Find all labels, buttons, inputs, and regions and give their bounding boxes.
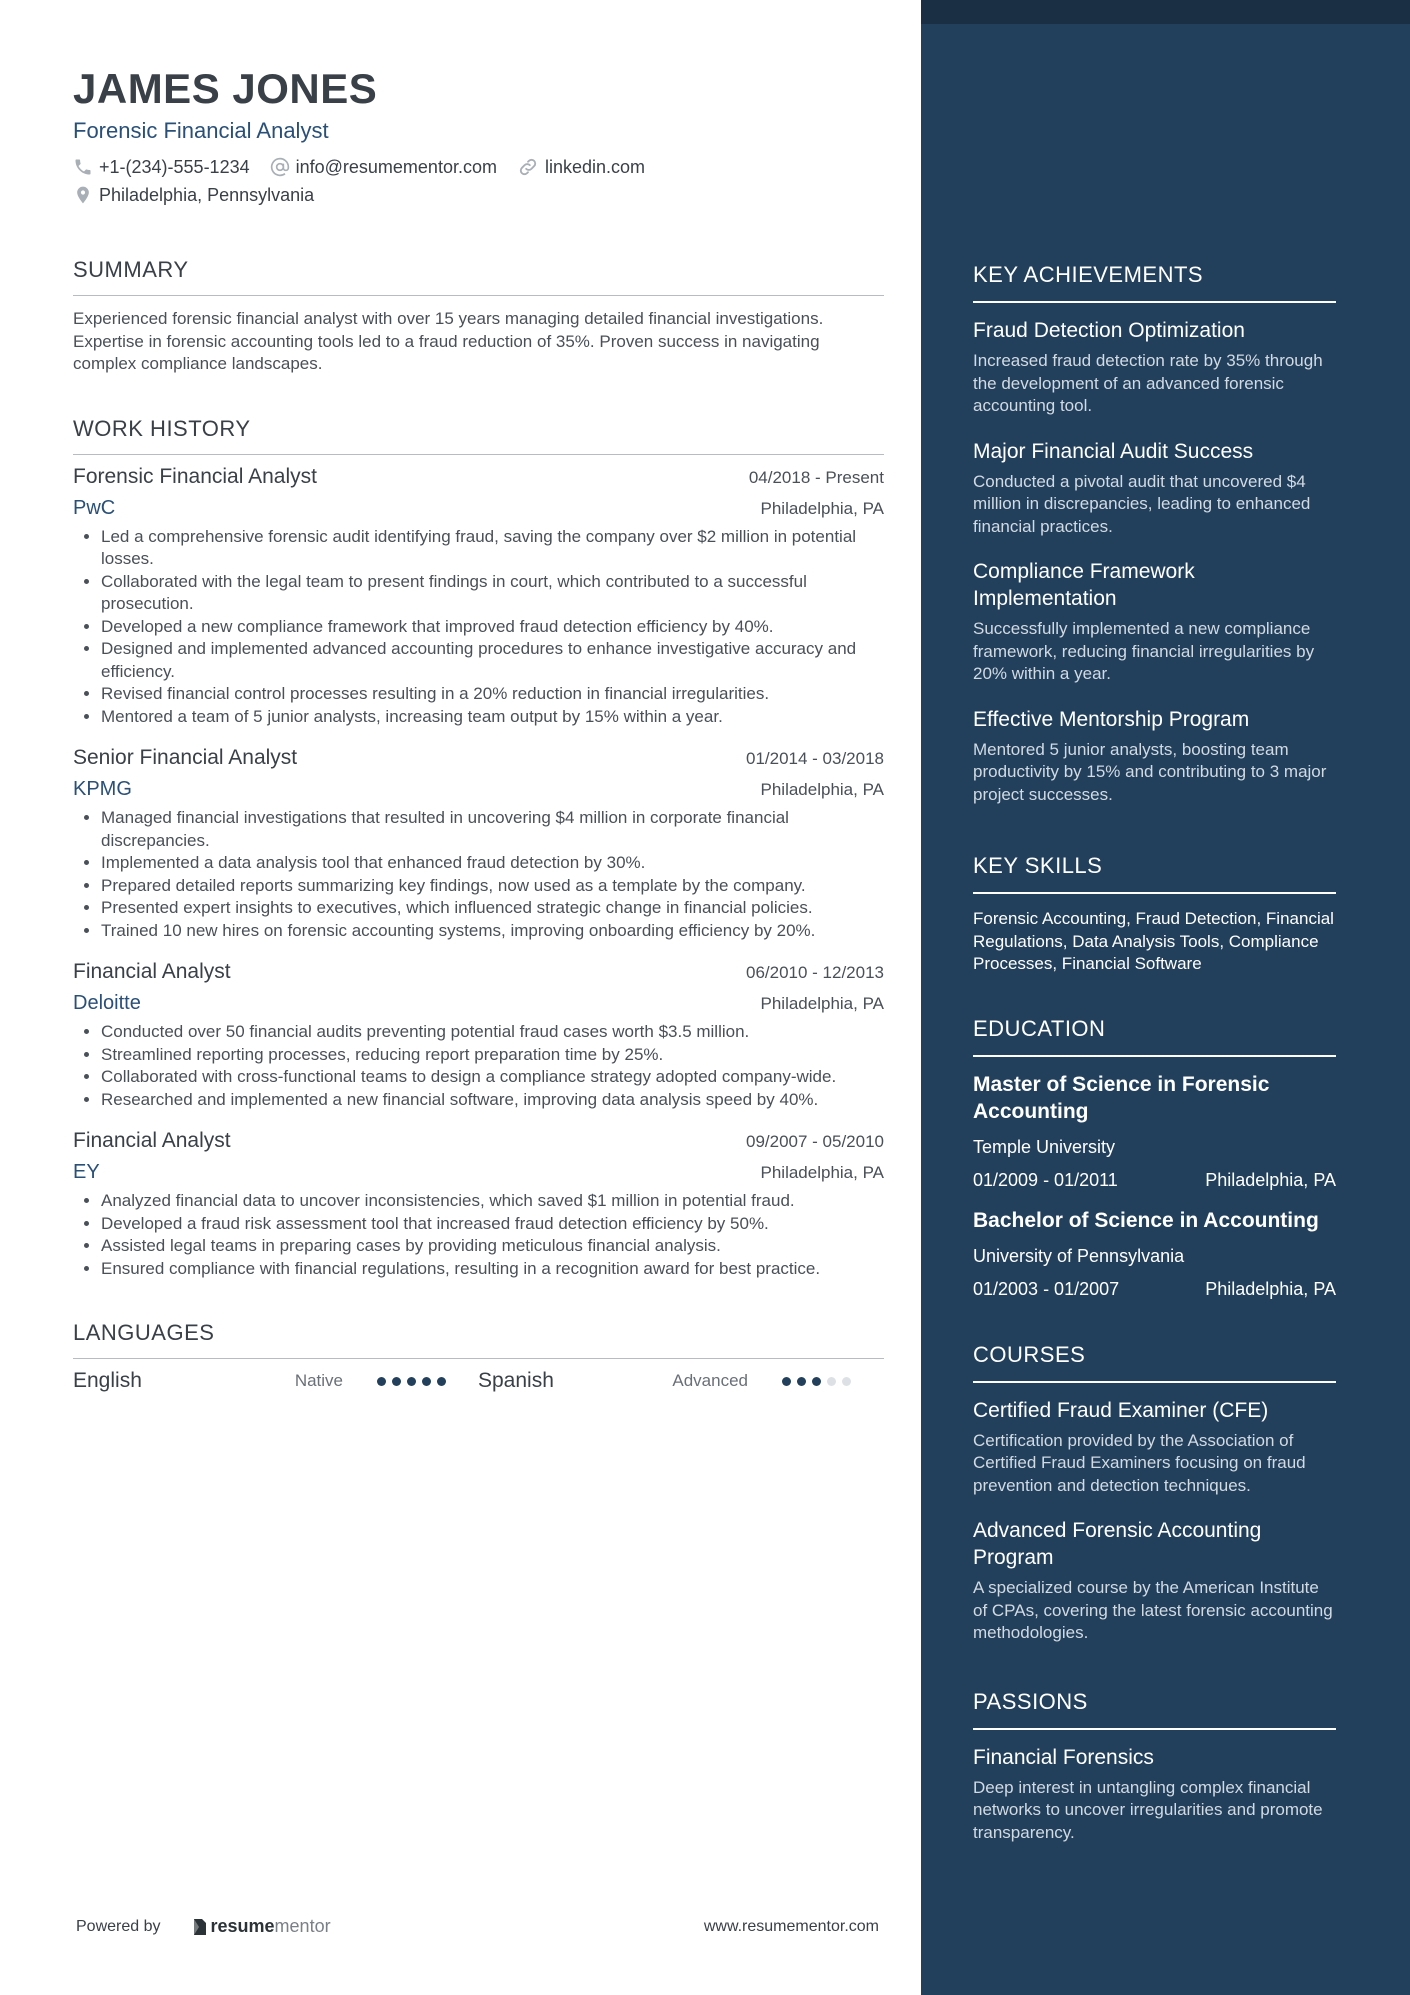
job-bullet: • Analyzed financial data to uncover inconsistencies, which saved $1 million in potential fraud. — [101, 1190, 884, 1213]
main-column — [73, 64, 884, 1393]
achievement-desc: Conducted a pivotal audit that uncovered $4 million in discrepancies, leading to enhanced financial practices. — [973, 471, 1311, 536]
contact-phone[interactable] — [73, 157, 250, 178]
job-bullet-list — [73, 1021, 884, 1111]
company-name: PwC — [73, 496, 116, 519]
rating-dot — [782, 1377, 791, 1386]
job-company-row — [73, 992, 884, 1015]
sidebar — [921, 0, 1410, 1995]
job-bullet: • Trained 10 new hires on forensic accounting systems, improving onboarding efficiency by 20%. — [101, 920, 884, 943]
link-icon — [517, 156, 539, 178]
job-company-row — [73, 497, 884, 520]
linkedin-text: linkedin.com — [544, 156, 646, 177]
education-item — [973, 1207, 1336, 1300]
resumementor-logo-icon — [191, 1918, 207, 1936]
language-rating — [782, 1377, 857, 1386]
rating-dot — [392, 1377, 401, 1386]
language-rating — [377, 1377, 452, 1386]
education-meta-row — [973, 1279, 1336, 1300]
location-text: Philadelphia, Pennsylvania — [99, 184, 315, 205]
language-name: English — [73, 1369, 142, 1392]
job-bullet-list — [73, 807, 884, 942]
rating-dot — [377, 1377, 386, 1386]
achievement-item — [973, 558, 1336, 686]
education-meta-row — [973, 1170, 1336, 1191]
job-bullet: • Collaborated with cross-functional teams to design a compliance strategy adopted company-wide. — [101, 1066, 884, 1089]
job-bullet: • Presented expert insights to executives, which influenced strategic change in financial policies. — [101, 897, 884, 920]
job-bullet: • Prepared detailed reports summarizing key findings, now used as a template by the company. — [101, 875, 884, 898]
job-bullet: • Led a comprehensive forensic audit identifying fraud, saving the company over $2 million in potential losses. — [101, 526, 884, 571]
achievement-title: Fraud Detection Optimization — [973, 319, 1245, 342]
job-bullet-list — [73, 1190, 884, 1280]
education-list — [973, 1071, 1336, 1300]
job-bullet: • Conducted over 50 financial audits preventing potential fraud cases worth $3.5 million. — [101, 1021, 884, 1044]
passions-list — [973, 1744, 1336, 1845]
job-entry — [73, 746, 884, 942]
website-link[interactable]: www.resumementor.com — [703, 1917, 879, 1935]
course-item — [973, 1397, 1336, 1498]
job-bullet: • Revised financial control processes resulting in a 20% reduction in financial irregularities. — [101, 683, 884, 706]
footer — [76, 1916, 879, 1937]
summary-heading: SUMMARY — [73, 257, 884, 296]
achievements-list — [973, 317, 1336, 806]
job-location: Philadelphia, PA — [760, 780, 884, 799]
language-item — [478, 1369, 883, 1393]
job-header-row — [73, 960, 884, 984]
job-bullet: • Mentored a team of 5 junior analysts, increasing team output by 15% within a year. — [101, 706, 884, 729]
rating-dot — [407, 1377, 416, 1386]
job-bullet-list — [73, 526, 884, 729]
course-desc: Certification provided by the Association of Certified Fraud Examiners focusing on fraud prevention and detection techniques. — [973, 1430, 1306, 1495]
job-company-row — [73, 1161, 884, 1184]
rating-dot — [842, 1377, 851, 1386]
languages-list — [73, 1369, 884, 1393]
job-location: Philadelphia, PA — [760, 498, 884, 518]
education-degree: Bachelor of Science in Accounting — [973, 1208, 1319, 1232]
job-dates: 09/2007 - 05/2010 — [745, 1132, 884, 1151]
languages-heading: LANGUAGES — [73, 1320, 884, 1359]
passions-heading: PASSIONS — [973, 1689, 1336, 1730]
course-title: Certified Fraud Examiner (CFE) — [973, 1398, 1269, 1422]
job-location: Philadelphia, PA — [760, 1163, 884, 1182]
job-bullet: • Developed a fraud risk assessment tool that increased fraud detection efficiency by 50%. — [101, 1213, 884, 1236]
courses-list — [973, 1397, 1336, 1645]
company-name: Deloitte — [73, 992, 141, 1014]
job-header-row — [73, 746, 884, 770]
job-title: Forensic Financial Analyst — [73, 464, 317, 488]
candidate-name: JAMES JONES — [73, 65, 378, 112]
at-icon — [270, 157, 290, 177]
job-dates: 06/2010 - 12/2013 — [745, 963, 884, 982]
summary-text: Experienced forensic financial analyst with over 15 years managing detailed financial investigations. Expertise in forensic accounting tools led to a fraud reduction of 35%. Proven success in navigating complex compliance landscapes. — [73, 309, 824, 373]
job-title: Financial Analyst — [73, 1129, 231, 1152]
brand-logo[interactable] — [191, 1916, 331, 1937]
achievement-item — [973, 706, 1336, 807]
job-title: Financial Analyst — [73, 960, 231, 983]
company-name: KPMG — [73, 778, 132, 800]
courses-heading: COURSES — [973, 1342, 1336, 1383]
contact-row — [73, 156, 884, 178]
job-dates: 04/2018 - Present — [748, 467, 884, 487]
job-bullet: • Developed a new compliance framework that improved fraud detection efficiency by 40%. — [101, 616, 884, 639]
contact-linkedin[interactable] — [517, 156, 645, 178]
rating-dot — [422, 1377, 431, 1386]
education-location: Philadelphia, PA — [1205, 1169, 1336, 1190]
sidebar-top-bar — [921, 0, 1410, 24]
course-item — [973, 1517, 1336, 1645]
education-location: Philadelphia, PA — [1205, 1278, 1336, 1299]
language-item — [73, 1369, 478, 1393]
job-entry — [73, 465, 884, 729]
achievement-desc: Mentored 5 junior analysts, boosting team productivity by 15% and contributing to 3 major project successes. — [973, 739, 1327, 804]
education-dates: 01/2009 - 01/2011 — [973, 1169, 1118, 1190]
contact-row-location — [73, 184, 884, 206]
powered-by-label: Powered by — [76, 1917, 161, 1935]
job-bullet: • Streamlined reporting processes, reducing report preparation time by 25%. — [101, 1044, 884, 1067]
passion-title: Financial Forensics — [973, 1745, 1154, 1769]
education-dates: 01/2003 - 01/2007 — [973, 1278, 1120, 1299]
achievement-desc: Increased fraud detection rate by 35% through the development of an advanced forensic accounting tool. — [973, 351, 1323, 415]
rating-dot — [812, 1377, 821, 1386]
passion-desc: Deep interest in untangling complex financial networks to uncover irregularities and promote transparency. — [973, 1777, 1323, 1842]
brand-name-light: mentor — [274, 1916, 331, 1936]
achievement-title: Major Financial Audit Success — [973, 439, 1254, 463]
achievements-heading: KEY ACHIEVEMENTS — [973, 262, 1336, 303]
job-bullet: • Implemented a data analysis tool that enhanced fraud detection by 30%. — [101, 852, 884, 875]
brand-name-bold: resume — [210, 1916, 275, 1936]
job-bullet: • Managed financial investigations that resulted in uncovering $4 million in corporate financial discrepancies. — [101, 807, 884, 852]
rating-dot — [797, 1377, 806, 1386]
passion-item — [973, 1744, 1336, 1845]
job-entry — [73, 1129, 884, 1280]
work-history-list — [73, 465, 884, 1281]
achievement-title: Compliance Framework Implementation — [973, 560, 1195, 610]
rating-dot — [827, 1377, 836, 1386]
contact-email[interactable] — [270, 157, 497, 178]
achievement-item — [973, 438, 1336, 539]
phone-text: +1-(234)-555-1234 — [99, 156, 250, 177]
job-company-row — [73, 778, 884, 801]
education-degree: Master of Science in Forensic Accounting — [973, 1072, 1270, 1123]
education-school: University of Pennsylvania — [973, 1245, 1185, 1266]
achievement-item — [973, 317, 1336, 418]
language-level: Native — [294, 1371, 343, 1390]
achievement-title: Effective Mentorship Program — [973, 707, 1250, 731]
powered-by — [76, 1916, 331, 1937]
company-name: EY — [73, 1161, 100, 1183]
job-bullet: • Assisted legal teams in preparing cases by providing meticulous financial analysis. — [101, 1235, 884, 1258]
work-history-heading: WORK HISTORY — [73, 416, 884, 455]
job-bullet: • Researched and implemented a new financial software, improving data analysis speed by 40%. — [101, 1089, 884, 1112]
candidate-role: Forensic Financial Analyst — [73, 118, 329, 143]
education-heading: EDUCATION — [973, 1016, 1336, 1057]
education-item — [973, 1071, 1336, 1191]
job-header-row — [73, 465, 884, 489]
email-text: info@resumementor.com — [295, 156, 497, 177]
course-title: Advanced Forensic Accounting Program — [973, 1519, 1262, 1569]
language-name: Spanish — [478, 1369, 554, 1392]
phone-icon — [73, 157, 93, 177]
skills-heading: KEY SKILLS — [973, 853, 1336, 894]
rating-dot — [437, 1377, 446, 1386]
location-pin-icon — [73, 184, 93, 206]
job-dates: 01/2014 - 03/2018 — [745, 749, 884, 768]
job-entry — [73, 960, 884, 1111]
education-school: Temple University — [973, 1136, 1116, 1157]
language-level: Advanced — [672, 1371, 748, 1390]
job-location: Philadelphia, PA — [760, 994, 884, 1013]
job-bullet: • Ensured compliance with financial regulations, resulting in a recognition award for best practice. — [101, 1258, 884, 1281]
course-desc: A specialized course by the American Institute of CPAs, covering the latest forensic accounting methodologies. — [973, 1578, 1333, 1642]
job-bullet: • Designed and implemented advanced accounting procedures to enhance investigative accuracy and efficiency. — [101, 638, 884, 683]
sidebar-content — [973, 262, 1336, 1864]
job-title: Senior Financial Analyst — [73, 746, 298, 769]
contact-location — [73, 184, 314, 206]
job-bullet: • Collaborated with the legal team to present findings in court, which contributed to a successful prosecution. — [101, 571, 884, 616]
job-header-row — [73, 1129, 884, 1153]
skills-text: Forensic Accounting, Fraud Detection, Financial Regulations, Data Analysis Tools, Compliance Processes, Financial Software — [973, 909, 1334, 973]
achievement-desc: Successfully implemented a new compliance framework, reducing financial irregularities by 20% within a year. — [973, 619, 1315, 683]
